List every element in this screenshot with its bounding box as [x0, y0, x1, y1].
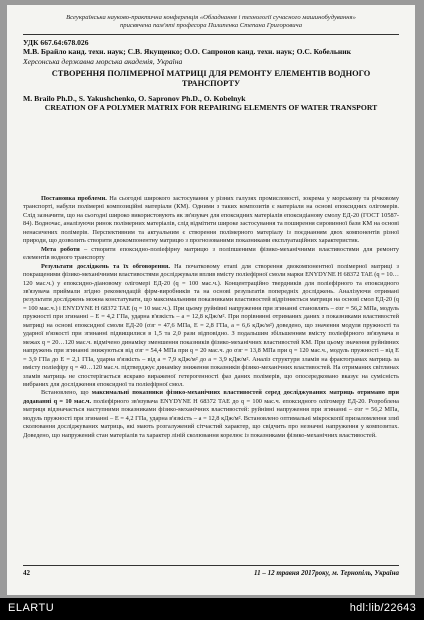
- authors-en: M. Brailo Ph.D., S. Yakushchenko, O. Sapronov Ph.D., O. Kobelnyk: [23, 93, 246, 103]
- lead-problem: Постановка проблеми.: [41, 195, 107, 202]
- paragraph-conclusion: [23, 389, 399, 440]
- text-conclusion-a: Встановлено, що: [41, 389, 92, 397]
- page-number: 42: [23, 569, 30, 577]
- text-results: На початковому етапі для створення двокомпонентної полімерної матриці з покращеними фізико-механічними властивостями досліджували вплив вмісту поліефірної смоли марки ENYDYNE H 68372 TAE (q = 10…120 мас.ч.) у епоксидно-діановому олігомері ЕД-20 (q = 100 мас.ч.). Концентраційно твердників для поліефірного та епоксидного зв'язувача приймали згідно рекомендацій фірм-виробників та на основі результатів попередніх досліджень. Аналізуючи отримані результати досліджень можна констатувати, що максимальними показниками властивостей відрізняється матриця на основі смол ЕД-20 (q = 100 мас.ч.) і ENYDYNE H 68372 TAE (q = 10 мас.ч.). При цьому руйнівні напруження при згинанні становлять – σзг = 56,2 МПа, модуль пружності при згинанні – E = 4,2 ГПа, ударна в'язкість – a = 12,8 кДж/м². При порівнянні отриманих даних з показниками властивостей матриці на основі епоксидної смоли ЕД-20 (σзг = 47,6 МПа, E = 2,8 ГПа, a = 6,6 кДж/м²) доведено, що значення модуля пружності та ударної в'язкості при згинанні підвищилися в 1,5 та 2,0 рази відповідно. З подальшим збільшенням вмісту поліефірного зв'язувача в межах q = 20…120 мас.ч. відмічено динаміку зменшення показників фізико-механічних властивостей КМ. При цьому значення руйнівних напружень при згинанні знижуються від σзг = 54,4 МПа при q = 20 мас.ч. до σзг = 13,8 МПа при q = 120 мас.ч., модуль пружності – від E = 3,9 ГПа до E = 2,1 ГПа, ударна в'язкість – від a = 7,9 кДж/м² до a = 3,9 кДж/м². Аналіз структури зламів на фрактограмах матриць за вмісту поліефіру q = 40…120 мас.ч. підтверджує динаміку зниження показників фізико-механічних властивостей. На отриманих світлинах зламів матриць не спостерігається яскраво вираженої гетерогенності фаз даних полімерів, що опосередковано вказує на сумісність вибраних для дослідження епоксидної та поліефірної смол.: [23, 262, 399, 388]
- udc-code: УДК 667.64:678.026: [23, 38, 89, 47]
- article-heading: [23, 38, 399, 113]
- repository-bar: [0, 598, 424, 620]
- footer-event: 11 – 12 травня 2017року, м. Тернопіль, Україна: [253, 569, 399, 577]
- paragraph-results: [23, 263, 399, 390]
- lead-aim: Мета роботи: [41, 245, 80, 253]
- header-divider: [23, 34, 399, 35]
- text-aim: – створити епоксидно-поліефірну матрицю з поліпшеними фізико-механічними властивостями для ремонту елементів водного транспорту: [23, 245, 399, 262]
- paragraph-problem: [23, 195, 399, 246]
- document-page: [7, 5, 415, 595]
- affiliation: Херсонська державна морська академія, Україна: [23, 56, 183, 66]
- footer-divider: [23, 565, 399, 566]
- running-header: [23, 14, 399, 31]
- english-block: [23, 94, 399, 113]
- text-conclusion-b: поліефірного зв'язувача ENYDYNE H 68372 TAE до q = 100 мас.ч. епоксидного олігомеру ЕД-20. Розроблена матриця відзначається наступними показниками фізико-механічних властивостей: руйнівні напруження при згинанні – σзг = 56,2 МПа, модуль пружності при згинанні – E = 4,2 ГПа, ударна в'язкість – a = 12,8 кДж/м². Встановлено оптимальні мікроскопії призаломлення злиї сколювання досліджуваних матриць, які мають розгалужений сітчастий характер, що свідчить про незначні напруження у композитах. Доведено, що напружений стан матеріалів та характер ліній сколювання корелює із показниками фізико-механічних властивостей.: [23, 397, 399, 439]
- lead-results: Результати досліджень та їх обговорення.: [41, 262, 170, 270]
- text-problem: На сьогодні широкого застосування у різних галузях промисловості, зокрема у морському та річковому транспорті, набули полімерні композиційні матеріали (КМ). Одними з таких композитів є матеріали на основі епоксидних олігомерів. Слід зазначити, що на сьогодні широко використовують як зв'язувач для епоксидних матеріалів епоксидіанову смолу ЕД-20 (ГОСТ 10587-84). Водночас, аналізуючи ринок полімерних матеріалів, слід відмітити широке застосування та поширення сировинної бази КМ на основі ненасичених полімерів. Перспективним та актуальним є створення полімерного матеріалу із поєднанням двох компонентів різної природи, що дозволить створити двокомпонентну матрицю з прогнозованими показниками експлуатаційних характеристик.: [23, 195, 399, 245]
- title-en: CREATION OF A POLYMER MATRIX FOR REPAIRING ELEMENTS OF WATER TRANSPORT: [44, 103, 378, 113]
- header-line-1: Всеукраїнська науково-практична конференція «Обладнання і технології сучасного машинобудування»: [66, 14, 356, 21]
- paragraph-aim: [23, 246, 399, 263]
- bold-conclusion: максимальні показники фізико-механічних властивостей серед досліджуваних матриць отримано при додаванні q = 10 мас.ч.: [23, 389, 399, 405]
- authors-ua: М.В. Брайло канд. техн. наук; С.В. Якущенко; О.О. Сапронов канд. техн. наук; О.С. Кобельник: [23, 47, 352, 57]
- article-body: [23, 195, 399, 563]
- header-line-2: присвячена пам'яті професора Пилипенка Степана Григоровича: [120, 22, 302, 30]
- title-ua: СТВОРЕННЯ ПОЛІМЕРНОЇ МАТРИЦІ ДЛЯ РЕМОНТУ ЕЛЕМЕНТІВ ВОДНОГО ТРАНСПОРТУ: [51, 69, 371, 89]
- handle-id: hdl:lib/22643: [349, 602, 416, 614]
- repository-name: ELARTU: [8, 602, 55, 614]
